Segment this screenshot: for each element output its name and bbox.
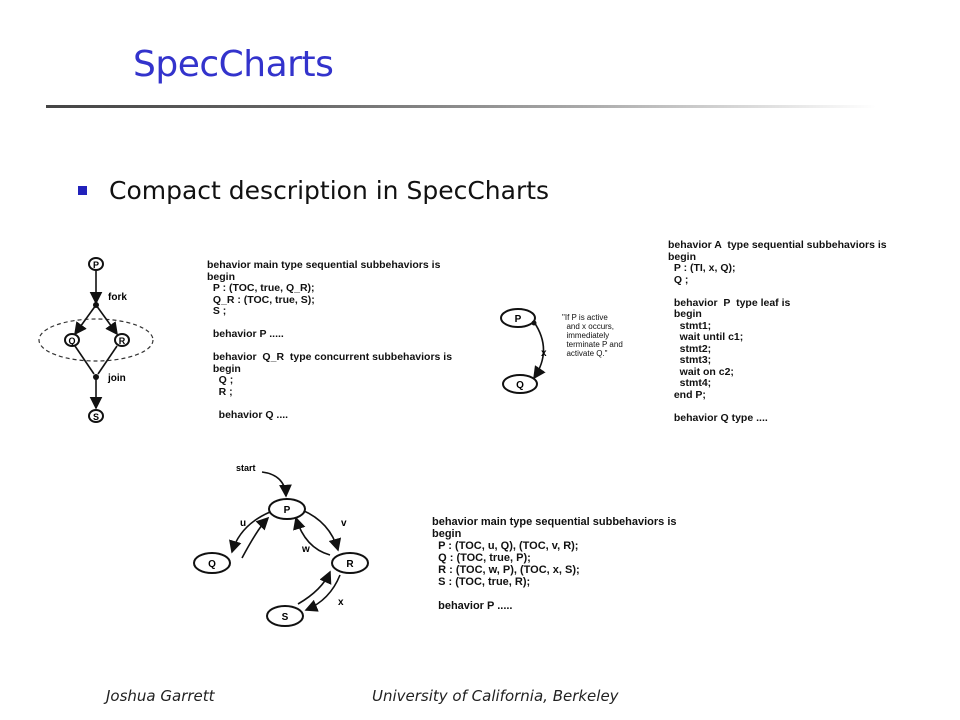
- node-label-p2: P: [514, 314, 522, 325]
- code-block-state-machine: behavior main type sequential subbehaviors is begin P : (TOC, u, Q), (TOC, v, R); Q : (TOC, true, P); R : (TOC, w, P), (TOC, x, S); S : (TOC, true, R); behavior P .....: [432, 516, 677, 612]
- node-label-s3: S: [281, 612, 289, 623]
- join-label: join: [108, 373, 126, 384]
- node-label-q: Q: [68, 336, 76, 346]
- footer-institution: University of California, Berkeley: [372, 687, 619, 705]
- transition-diagram: [501, 309, 547, 393]
- state-machine-diagram: [194, 463, 368, 626]
- slide-title: SpecCharts: [133, 44, 334, 85]
- fork-label: fork: [108, 292, 127, 303]
- code-block-fork-join: behavior main type sequential subbehaviors is begin P : (TOC, true, Q_R); Q_R : (TOC, true, S); S ; behavior P ..... behavior Q_R type concurrent subbehaviors is begin Q ; R ; behavior Q ....: [207, 259, 453, 421]
- node-label-p3: P: [283, 505, 291, 516]
- node-label-p: P: [92, 260, 100, 270]
- node-label-q2: Q: [516, 380, 524, 391]
- edge-label-u: u: [240, 518, 247, 529]
- edge-label-x2: x: [541, 348, 547, 359]
- concurrent-boundary: [39, 319, 153, 361]
- node-label-r3: R: [346, 559, 354, 570]
- transition-note: "If P is active and x occurs, immediately terminate P and activate Q.": [562, 313, 623, 358]
- node-label-r: R: [118, 336, 126, 346]
- code-block-leaf: behavior A type sequential subbehaviors is begin P : (TI, x, Q); Q ; behavior P type leaf is begin stmt1; wait until c1; stmt2; stmt3; wait on c2; stmt4; end P; behavior Q type ....: [668, 239, 887, 424]
- node-label-s: S: [92, 412, 100, 422]
- edge-label-w: w: [302, 544, 310, 555]
- fork-join-diagram: [39, 258, 153, 422]
- bullet-text: Compact description in SpecCharts: [109, 176, 550, 205]
- edge-label-x3: x: [338, 597, 344, 608]
- footer-author: Joshua Garrett: [106, 687, 215, 705]
- node-label-q3: Q: [208, 559, 216, 570]
- start-label: start: [236, 463, 256, 473]
- edge-label-v: v: [341, 518, 347, 529]
